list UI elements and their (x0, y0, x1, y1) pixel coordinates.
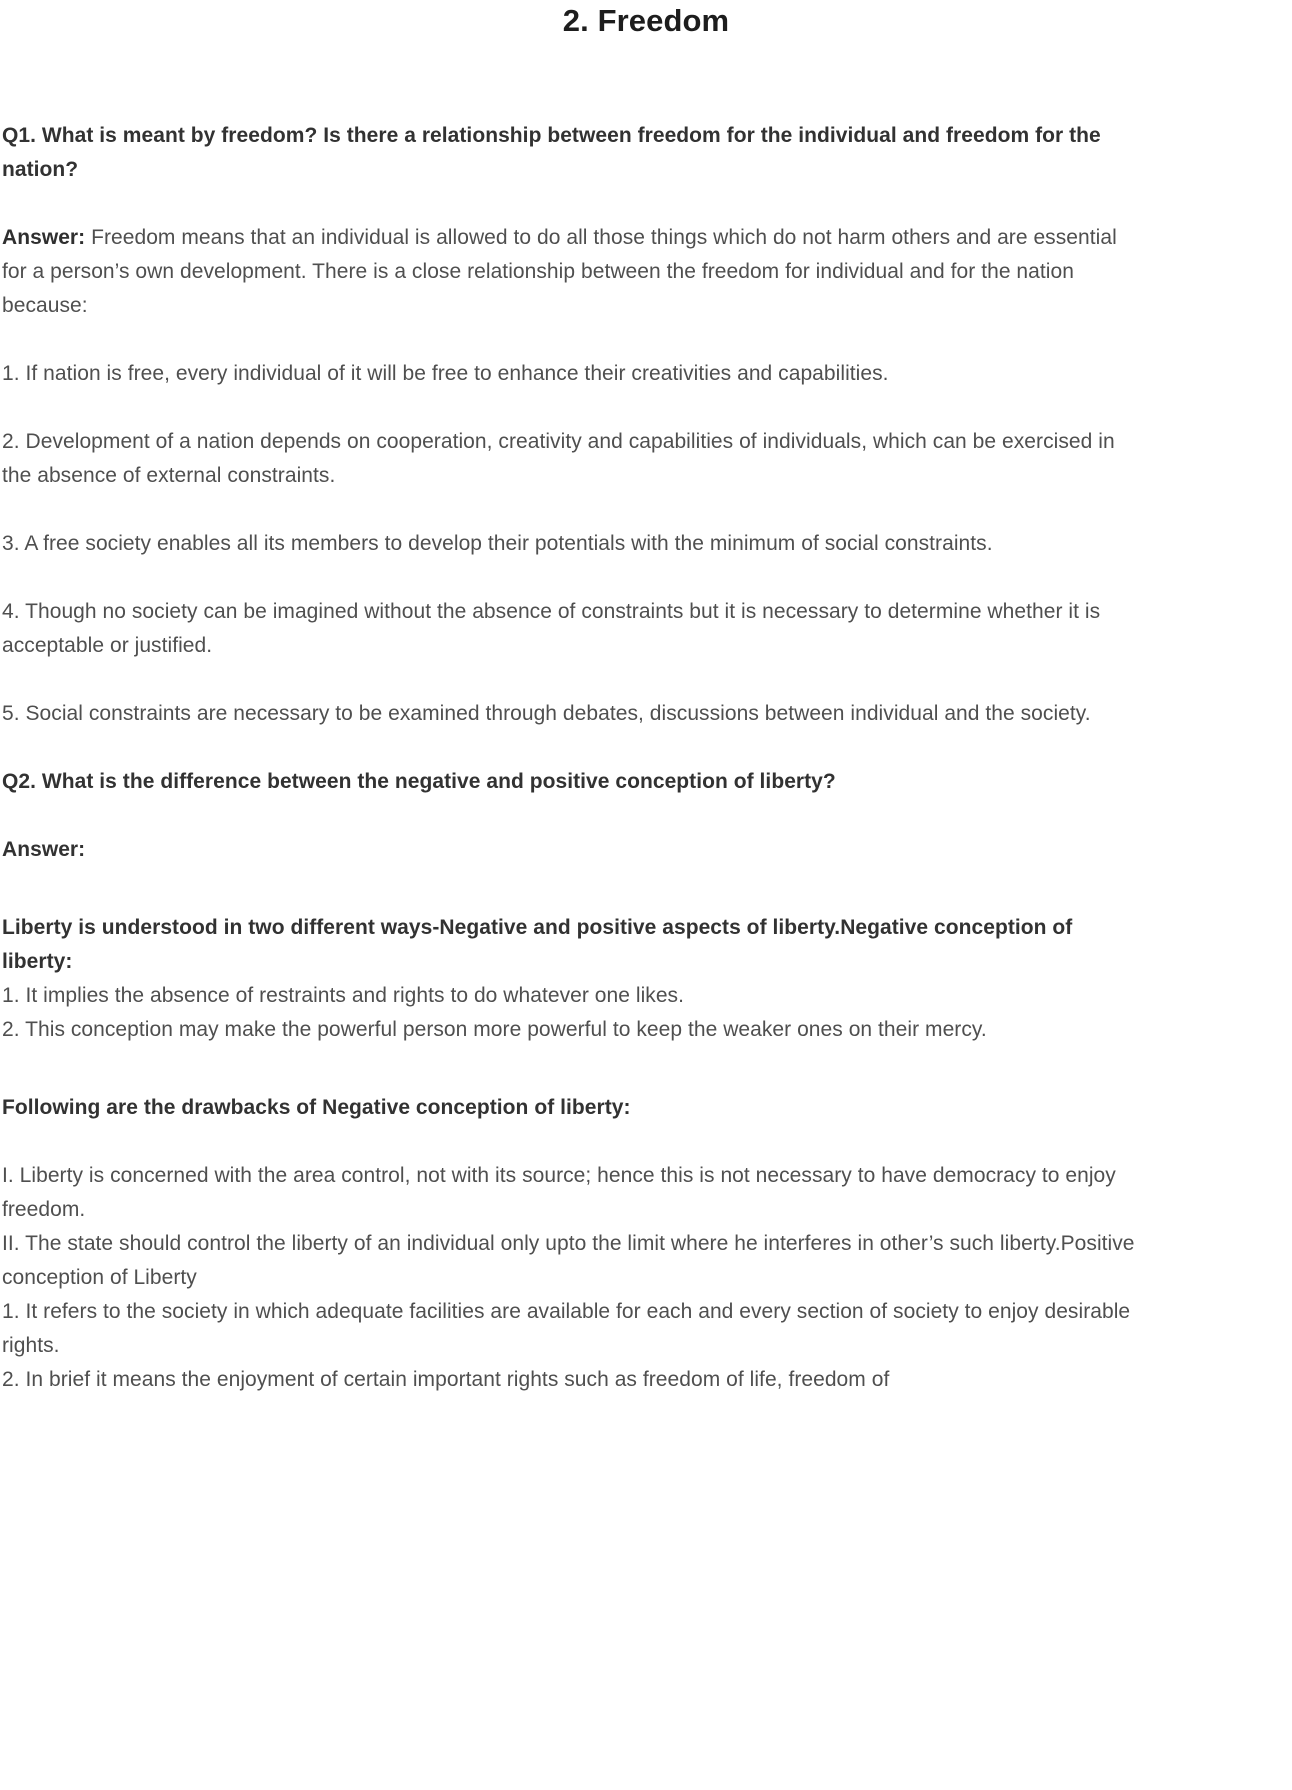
question-2-text: Q2. What is the difference between the negative and positive conception of liberty? (2, 769, 836, 793)
q1-point-4: 4. Though no society can be imagined without the absence of constraints but it is necessary to determine whether it is acceptable or justified. (2, 599, 1101, 657)
q1-point-5: 5. Social constraints are necessary to be examined through debates, discussions between individual and the society. (2, 701, 1091, 725)
positive-point-1: 1. It refers to the society in which adequate facilities are available for each and every section of society to enjoy desirable rights. (2, 1300, 1131, 1358)
question-1-answer (2, 221, 1140, 323)
answer-label-1: Answer: (2, 225, 86, 249)
q1-point-3: 3. A free society enables all its members to develop their potentials with the minimum of social constraints. (2, 531, 993, 555)
answer-label-2: Answer: (2, 837, 86, 861)
drawback-point-2: II. The state should control the liberty of an individual only upto the limit where he interferes in other’s such liberty.Positive conception of Liberty (2, 1232, 1135, 1290)
question-1-text: Q1. What is meant by freedom? Is there a relationship between freedom for the individual and freedom for the nation? (2, 123, 1101, 181)
answer-1-intro: Freedom means that an individual is allowed to do all those things which do not harm others and are essential for a person’s own development. There is a close relationship between the freedom for individual and for the nation because: (2, 225, 1117, 317)
drawback-point-1: I. Liberty is concerned with the area control, not with its source; hence this is not necessary to have democracy to enjoy freedom. (2, 1164, 1116, 1222)
negative-conception-heading: Liberty is understood in two different ways-Negative and positive aspects of liberty.Negative conception of liberty: (2, 915, 1073, 973)
negative-point-1: 1. It implies the absence of restraints and rights to do whatever one likes. (2, 984, 684, 1007)
negative-point-2: 2. This conception may make the powerful person more powerful to keep the weaker ones on their mercy. (2, 1018, 987, 1042)
q1-point-1: 1. If nation is free, every individual of it will be free to enhance their creativities and capabilities. (2, 361, 889, 385)
drawbacks-heading: Following are the drawbacks of Negative conception of liberty: (2, 1096, 631, 1120)
positive-point-2: 2. In brief it means the enjoyment of certain important rights such as freedom of life, freedom of (2, 1368, 890, 1392)
q1-point-2: 2. Development of a nation depends on cooperation, creativity and capabilities of individuals, which can be exercised in the absence of external constraints. (2, 429, 1115, 487)
page-title: 2. Freedom (562, 3, 730, 38)
